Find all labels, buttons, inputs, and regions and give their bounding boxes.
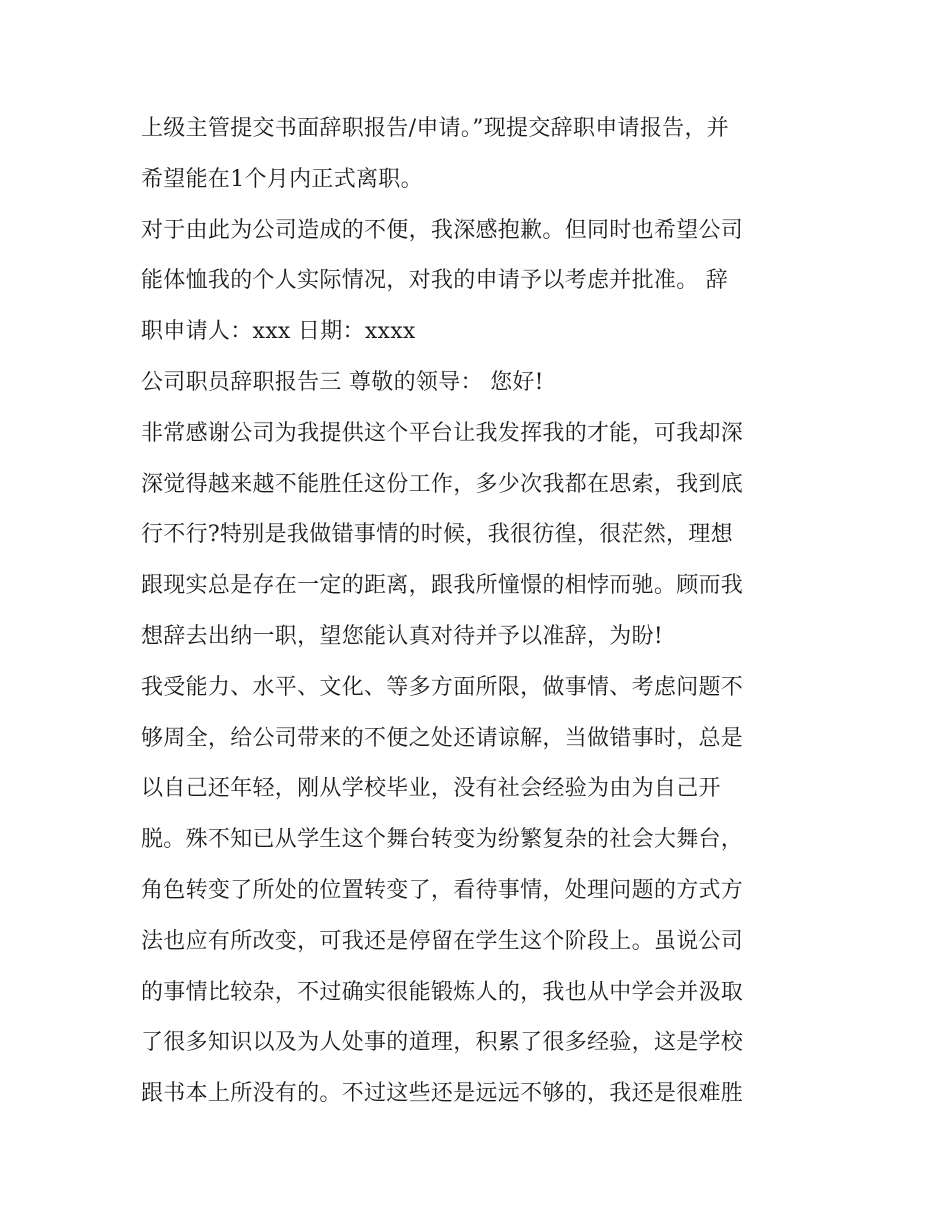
text-line: 职申请人：xxx 日期：xxxx <box>141 319 416 345</box>
text-line: 想辞去出纳一职，望您能认真对待并予以准辞，为盼! <box>141 623 664 649</box>
text-line: 了很多知识以及为人处事的道理，积累了很多经验，这是学校 <box>141 1030 744 1056</box>
text-line: 希望能在1个月内正式离职。 <box>141 166 423 192</box>
text-line: 非常感谢公司为我提供这个平台让我发挥我的才能，可我却深 <box>141 420 744 446</box>
text-line: 的事情比较杂，不过确实很能锻炼人的，我也从中学会并汲取 <box>141 979 744 1005</box>
section-heading-line: 公司职员辞职报告三 尊敬的领导： 您好! <box>141 369 544 395</box>
text-line: 跟书本上所没有的。不过这些还是远远不够的，我还是很难胜 <box>141 1081 744 1107</box>
text-line: 深觉得越来越不能胜任这份工作，多少次我都在思索，我到底 <box>141 471 744 497</box>
text-line: 法也应有所改变，可我还是停留在学生这个阶段上。虽说公司 <box>141 928 744 954</box>
text-line: 对于由此为公司造成的不便，我深感抱歉。但同时也希望公司 <box>141 217 744 243</box>
text-line: 跟现实总是存在一定的距离，跟我所憧憬的相悖而驰。顾而我 <box>141 573 744 599</box>
text-line: 能体恤我的个人实际情况，对我的申请予以考虑并批准。 辞 <box>141 268 729 294</box>
text-line: 我受能力、水平、文化、等多方面所限，做事情、考虑问题不 <box>141 674 744 700</box>
text-line: 够周全，给公司带来的不便之处还请谅解，当做错事时，总是 <box>141 725 744 751</box>
text-line: 以自己还年轻，刚从学校毕业，没有社会经验为由为自己开 <box>141 776 721 802</box>
text-line: 角色转变了所处的位置转变了，看待事情，处理问题的方式方 <box>141 877 744 903</box>
text-line: 行不行?特别是我做错事情的时候，我很彷徨，很茫然，理想 <box>141 522 733 548</box>
text-line: 上级主管提交书面辞职报告/申请。”现提交辞职申请报告，并 <box>141 116 730 141</box>
document-body <box>141 104 821 1120</box>
text-line: 脱。殊不知已从学生这个舞台转变为纷繁复杂的社会大舞台， <box>141 827 744 853</box>
